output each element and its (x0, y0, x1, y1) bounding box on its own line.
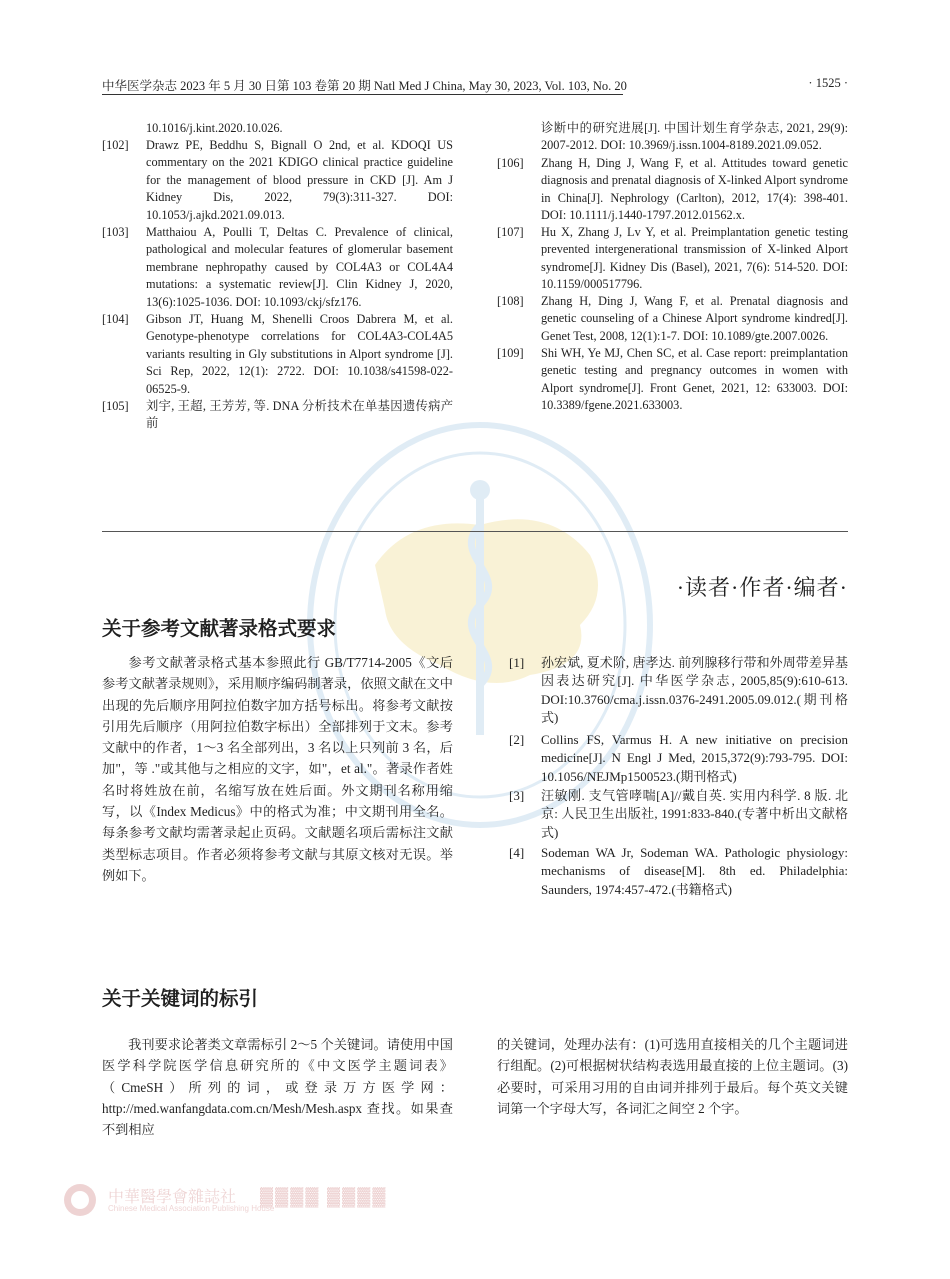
reference-number: [107] (497, 225, 524, 239)
reference-item (102, 311, 453, 399)
example-text: 孙宏斌, 夏术阶, 唐孝达. 前列腺移行带和外周带差异基因表达研究[J]. 中华医学杂志, 2005,85(9):610-613. DOI:10.3760/cma.j.issn.0376-2491.2005.09.012.(期刊格式) (541, 655, 848, 726)
example-reference (509, 787, 848, 843)
section-label: ·读者·作者·编者· (676, 575, 848, 600)
section-heading-reference-format: 关于参考文献著录格式要求 (102, 617, 337, 640)
example-number: [2] (509, 732, 525, 747)
keywords-paragraph-left (102, 1034, 453, 1138)
example-number: [1] (509, 655, 525, 670)
example-text: Sodeman WA Jr, Sodeman WA. Pathologic physiology: mechanisms of disease[M]. 8th ed. Philadelphia: Saunders, 1974:457-472.(书籍格式) (541, 845, 848, 897)
reference-item (102, 398, 453, 431)
reference-text: Gibson JT, Huang M, Shenelli Croos Dabrera M, et al. Genotype-phenotype correlations for COL4A3-COL4A5 variants resulting in Gly substitutions in Alport syndrome [J]. Sci Rep, 2022, 12(1): 2722. DOI: 10.1038/s41598-022-06525-9. (146, 312, 453, 396)
reference-number: [103] (102, 225, 129, 239)
reference-number: [108] (497, 294, 524, 308)
example-text: Collins FS, Varmus H. A new initiative on precision medicine[J]. N Engl J Med, 2015,372(9):793-795. DOI: 10.1056/NEJMp1500523.(期刊格式) (541, 732, 848, 784)
running-header (102, 76, 848, 96)
reference-text: Hu X, Zhang J, Lv Y, et al. Preimplantation genetic testing prevented intergenerational transmission of X-linked Alport syndrome[J]. Kidney Dis (Basel), 2021, 7(6): 514-520. DOI: 10.1159/000517796. (541, 225, 848, 292)
section-divider (102, 531, 848, 532)
publisher-brand-marks: ▓▓▓▓ ▓▓▓▓ (260, 1186, 388, 1206)
header-rule (102, 94, 623, 95)
reference-continued-right: 诊断中的研究进展[J]. 中国计划生育学杂志, 2021, 29(9): 2007-2012. DOI: 10.3969/j.issn.1004-8189.2021.09.052. (541, 121, 848, 153)
reference-item (497, 293, 848, 346)
reference-number: [105] (102, 399, 129, 413)
reference-text: Drawz PE, Beddhu S, Bignall O 2nd, et al. KDOQI US commentary on the 2021 KDIGO clinical practice guideline for the management of blood pressure in CKD [J]. Am J Kidney Dis, 2022, 79(3):311-327. DOI: 10.1053/j.ajkd.2021.09.013. (146, 138, 453, 222)
keywords-paragraph-right (497, 1034, 848, 1124)
reference-text: 刘宇, 王超, 王芳芳, 等. DNA 分析技术在单基因遗传病产前 (146, 399, 453, 431)
example-reference (509, 844, 848, 900)
example-text: 汪敏刚. 支气管哮喘[A]//戴自英. 实用内科学. 8 版. 北京: 人民卫生出版社, 1991:833-840.(专著中析出文献格式) (541, 788, 848, 840)
paragraph-text: 参考文献著录格式基本参照此行 GB/T7714-2005《文后参考文献著录规则》，采用顺序编码制著录，依照文献在文中出现的先后顺序用阿拉伯数字加方括号标出。将参考文献按引用先后顺序（用阿拉伯数字标出）全部排列于文末。参考文献中的作者，1～3 名全部列出，3 名以上只列前 3 名，后加"，等 ."或其他与之相应的文字，如"，et al."。著录作者姓名时将姓放在前，名缩写放在姓后面。外文期刊名称用缩写，以《Index Medicus》中的格式为准；中文期刊用全名。每条参考文献均需著录起止页码。文献题名项后需标注文献类型标志项目。作者必须将参考文献与其原文核对无误。举例如下。 (102, 655, 453, 883)
reference-text: Shi WH, Ye MJ, Chen SC, et al. Case report: preimplantation genetic testing and pregnancy outcomes in women with Alport syndrome[J]. Front Genet, 2021, 12: 633003. DOI: 10.3389/fgene.2021.633003. (541, 346, 848, 413)
example-number: [4] (509, 845, 525, 860)
reference-text: Zhang H, Ding J, Wang F, et al. Attitudes toward genetic diagnosis and prenatal diagnosis of X-linked Alport syndrome in China[J]. Nephrology (Carlton), 2012, 17(4): 398-401. DOI: 10.1111/j.1440-1797.2012.01562.x. (541, 156, 848, 223)
page-number: · 1525 · (808, 76, 848, 90)
paragraph-text: 我刊要求论著类文章需标引 2～5 个关键词。请使用中国医学科学院医学信息研究所的《中文医学主题词表》（CmeSH）所列的词，或登录万方医学网：http://med.wanfangdata.com.cn/Mesh/Mesh.aspx 查找。如果查不到相应 (102, 1037, 453, 1138)
publisher-name-en: Chinese Medical Association Publishing House (108, 1204, 275, 1213)
reference-item (497, 155, 848, 225)
journal-citation-line: 中华医学杂志 2023 年 5 月 30 日第 103 卷第 20 期 Natl Med J China, May 30, 2023, Vol. 103, No. 20 (102, 79, 627, 93)
reference-number: [104] (102, 312, 129, 326)
reference-number: [106] (497, 156, 524, 170)
paragraph-text: 的关键词，处理办法有：(1)可选用直接相关的几个主题词进行组配。(2)可根据树状结构表选用最直接的上位主题词。(3)必要时，可采用习用的自由词并排列于最后。每个英文关键词第一个字母大写，各词汇之间空 2 个字。 (497, 1037, 848, 1116)
reference-continued-left: 10.1016/j.kint.2020.10.026. (146, 121, 283, 135)
section-heading-keywords: 关于关键词的标引 (102, 987, 259, 1010)
example-number: [3] (509, 788, 525, 803)
reference-item (102, 224, 453, 312)
publisher-emblem-icon (60, 1180, 100, 1220)
publisher-logo (60, 1180, 430, 1220)
reference-text: Zhang H, Ding J, Wang F, et al. Prenatal diagnosis and genetic counseling of a Chinese Alport syndrome kindred[J]. Genet Test, 2008, 12(1):1-7. DOI: 10.1089/gte.2007.0026. (541, 294, 848, 343)
example-reference (509, 731, 848, 787)
reference-format-paragraph (102, 652, 453, 902)
example-reference (509, 654, 848, 728)
publisher-name: 中華醫學會雜誌社 (108, 1189, 237, 1206)
reference-item (497, 224, 848, 294)
reference-number: [109] (497, 346, 524, 360)
reference-number: [102] (102, 138, 129, 152)
reference-item (102, 137, 453, 225)
reference-text: Matthaiou A, Poulli T, Deltas C. Prevalence of clinical, pathological and molecular features of glomerular basement membrane nephropathy caused by COL4A3 or COL4A4 mutations: a systematic review[J]. Clin Kidney J, 2020, 13(6):1025-1036. DOI: 10.1093/ckj/sfz176. (146, 225, 453, 309)
reference-item (497, 345, 848, 415)
